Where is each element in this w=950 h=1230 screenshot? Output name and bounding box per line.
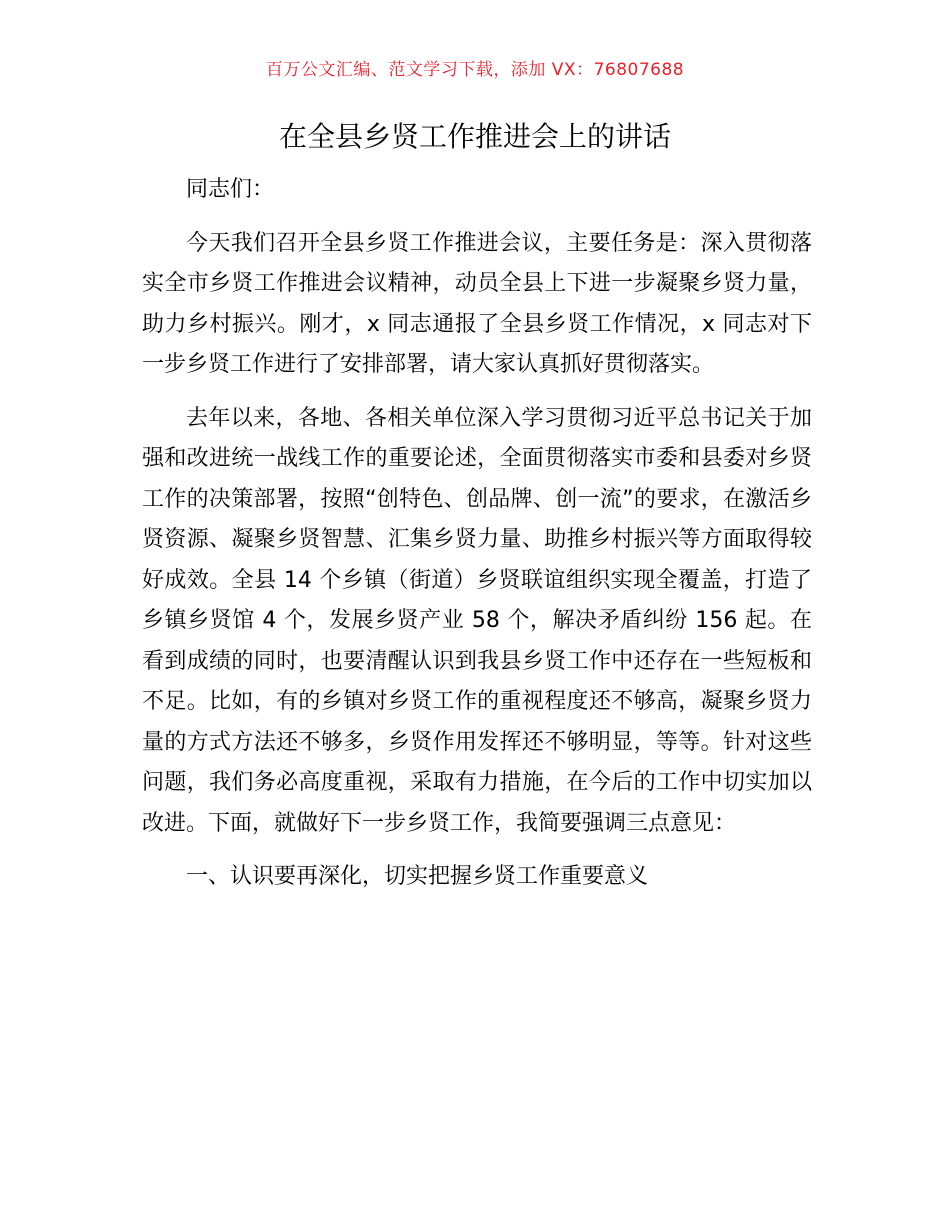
- paragraph-2: 去年以来，各地、各相关单位深入学习贯彻习近平总书记关于加强和改进统一战线工作的重要论述，全面贯彻落实市委和县委对乡贤工作的决策部署，按照“创特色、创品牌、创一流”的要求，在激活乡贤资源、凝聚乡贤智慧、汇集乡贤力量、助推乡村振兴等方面取得较好成效。全县 14 个乡镇（街道）乡贤联谊组织实现全覆盖，打造了乡镇乡贤馆 4 个，发展乡贤产业 58 个，解决矛盾纠纷 156 起。在看到成绩的同时，也要清醒认识到我县乡贤工作中还存在一些短板和不足。比如，有的乡镇对乡贤工作的重视程度还不够高，凝聚乡贤力量的方式方法还不够多，乡贤作用发挥还不够明显，等等。针对这些问题，我们务必高度重视，采取有力措施，在今后的工作中切实加以改进。下面，就做好下一步乡贤工作，我简要强调三点意见：: [142, 405, 812, 836]
- section-heading-1: 一、认识要再深化，切实把握乡贤工作重要意义: [186, 864, 649, 889]
- salutation: 同志们：: [186, 177, 275, 202]
- header-ad-text: 百万公文汇编、范文学习下载，添加 VX：76807688: [265, 60, 685, 80]
- paragraph-1: 今天我们召开全县乡贤工作推进会议，主要任务是：深入贯彻落实全市乡贤工作推进会议精神，动员全县上下进一步凝聚乡贤力量，助力乡村振兴。刚才，x 同志通报了全县乡贤工作情况，x 同志对下一步乡贤工作进行了安排部署，请大家认真抓好贯彻落实。: [142, 230, 812, 377]
- document-body: [142, 170, 812, 898]
- document-title: 在全县乡贤工作推进会上的讲话: [278, 120, 671, 153]
